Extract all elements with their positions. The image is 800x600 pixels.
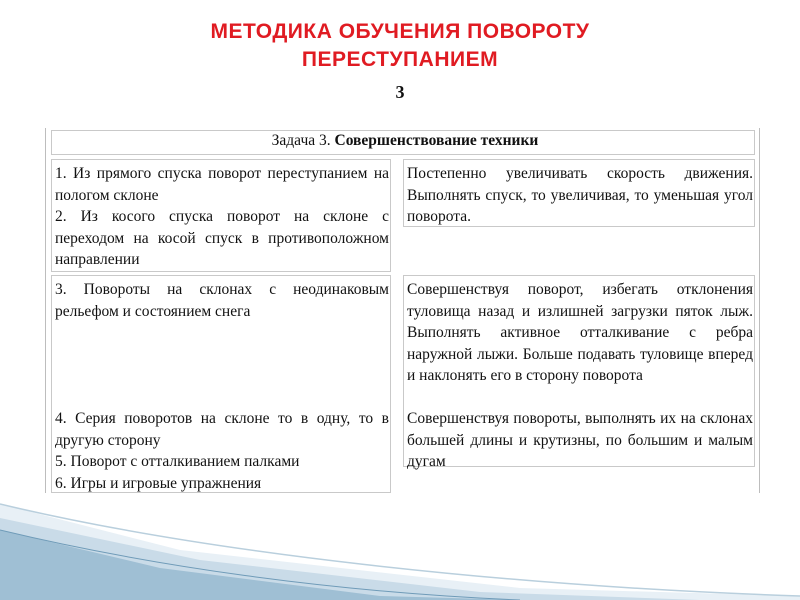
slide-title: [0, 18, 800, 74]
methodology-table: [45, 128, 760, 493]
table-cell: 5. Поворот с отталкиванием палками: [55, 453, 300, 470]
table-header-title: Совершенствование техники: [334, 132, 539, 149]
slide-title-line-2: ПЕРЕСТУПАНИЕМ: [301, 48, 499, 71]
table-right-border: [759, 128, 760, 493]
table-left-border: [45, 128, 46, 493]
slide-title-line-1: МЕТОДИКА ОБУЧЕНИЯ ПОВОРОТУ: [210, 20, 590, 43]
row2-left-cell: [55, 279, 389, 322]
table-header: [55, 132, 755, 150]
row3-left-cell: [55, 408, 389, 494]
row3-right-cell: Совершенствуя повороты, выполнять их на склонах большей длины и крутизны, по большим и малым дугам: [407, 410, 753, 470]
slide-number: 3: [395, 82, 405, 102]
row1-left-cell: [55, 163, 389, 271]
row2-right-cell: Совершенствуя поворот, избегать отклонения туловища назад и излишней загрузки пяток лыж. Выполнять активное отталкивание с ребра наружной лыжи. Больше подавать туловище вперед и наклонять его в сторону поворота: [407, 281, 753, 384]
table-header-prefix: Задача 3.: [271, 132, 335, 149]
row1-right-cell: Постепенно увеличивать скорость движения. Выполнять спуск, то увеличивая, то уменьшая угол поворота.: [407, 165, 753, 225]
decorative-swoosh: [0, 500, 800, 600]
table-cell: 3. Повороты на склонах с неодинаковым рельефом и состоянием снега: [55, 281, 389, 320]
table-cell: 6. Игры и игровые упражнения: [55, 474, 262, 492]
table-cell: 4. Серия поворотов на склоне то в одну, то в другую сторону: [55, 410, 389, 449]
table-cell: 1. Из прямого спуска поворот переступанием на пологом склоне: [55, 165, 389, 204]
table-cell: 2. Из косого спуска поворот на склоне с переходом на косой спуск в противоположном направлении: [55, 208, 389, 268]
